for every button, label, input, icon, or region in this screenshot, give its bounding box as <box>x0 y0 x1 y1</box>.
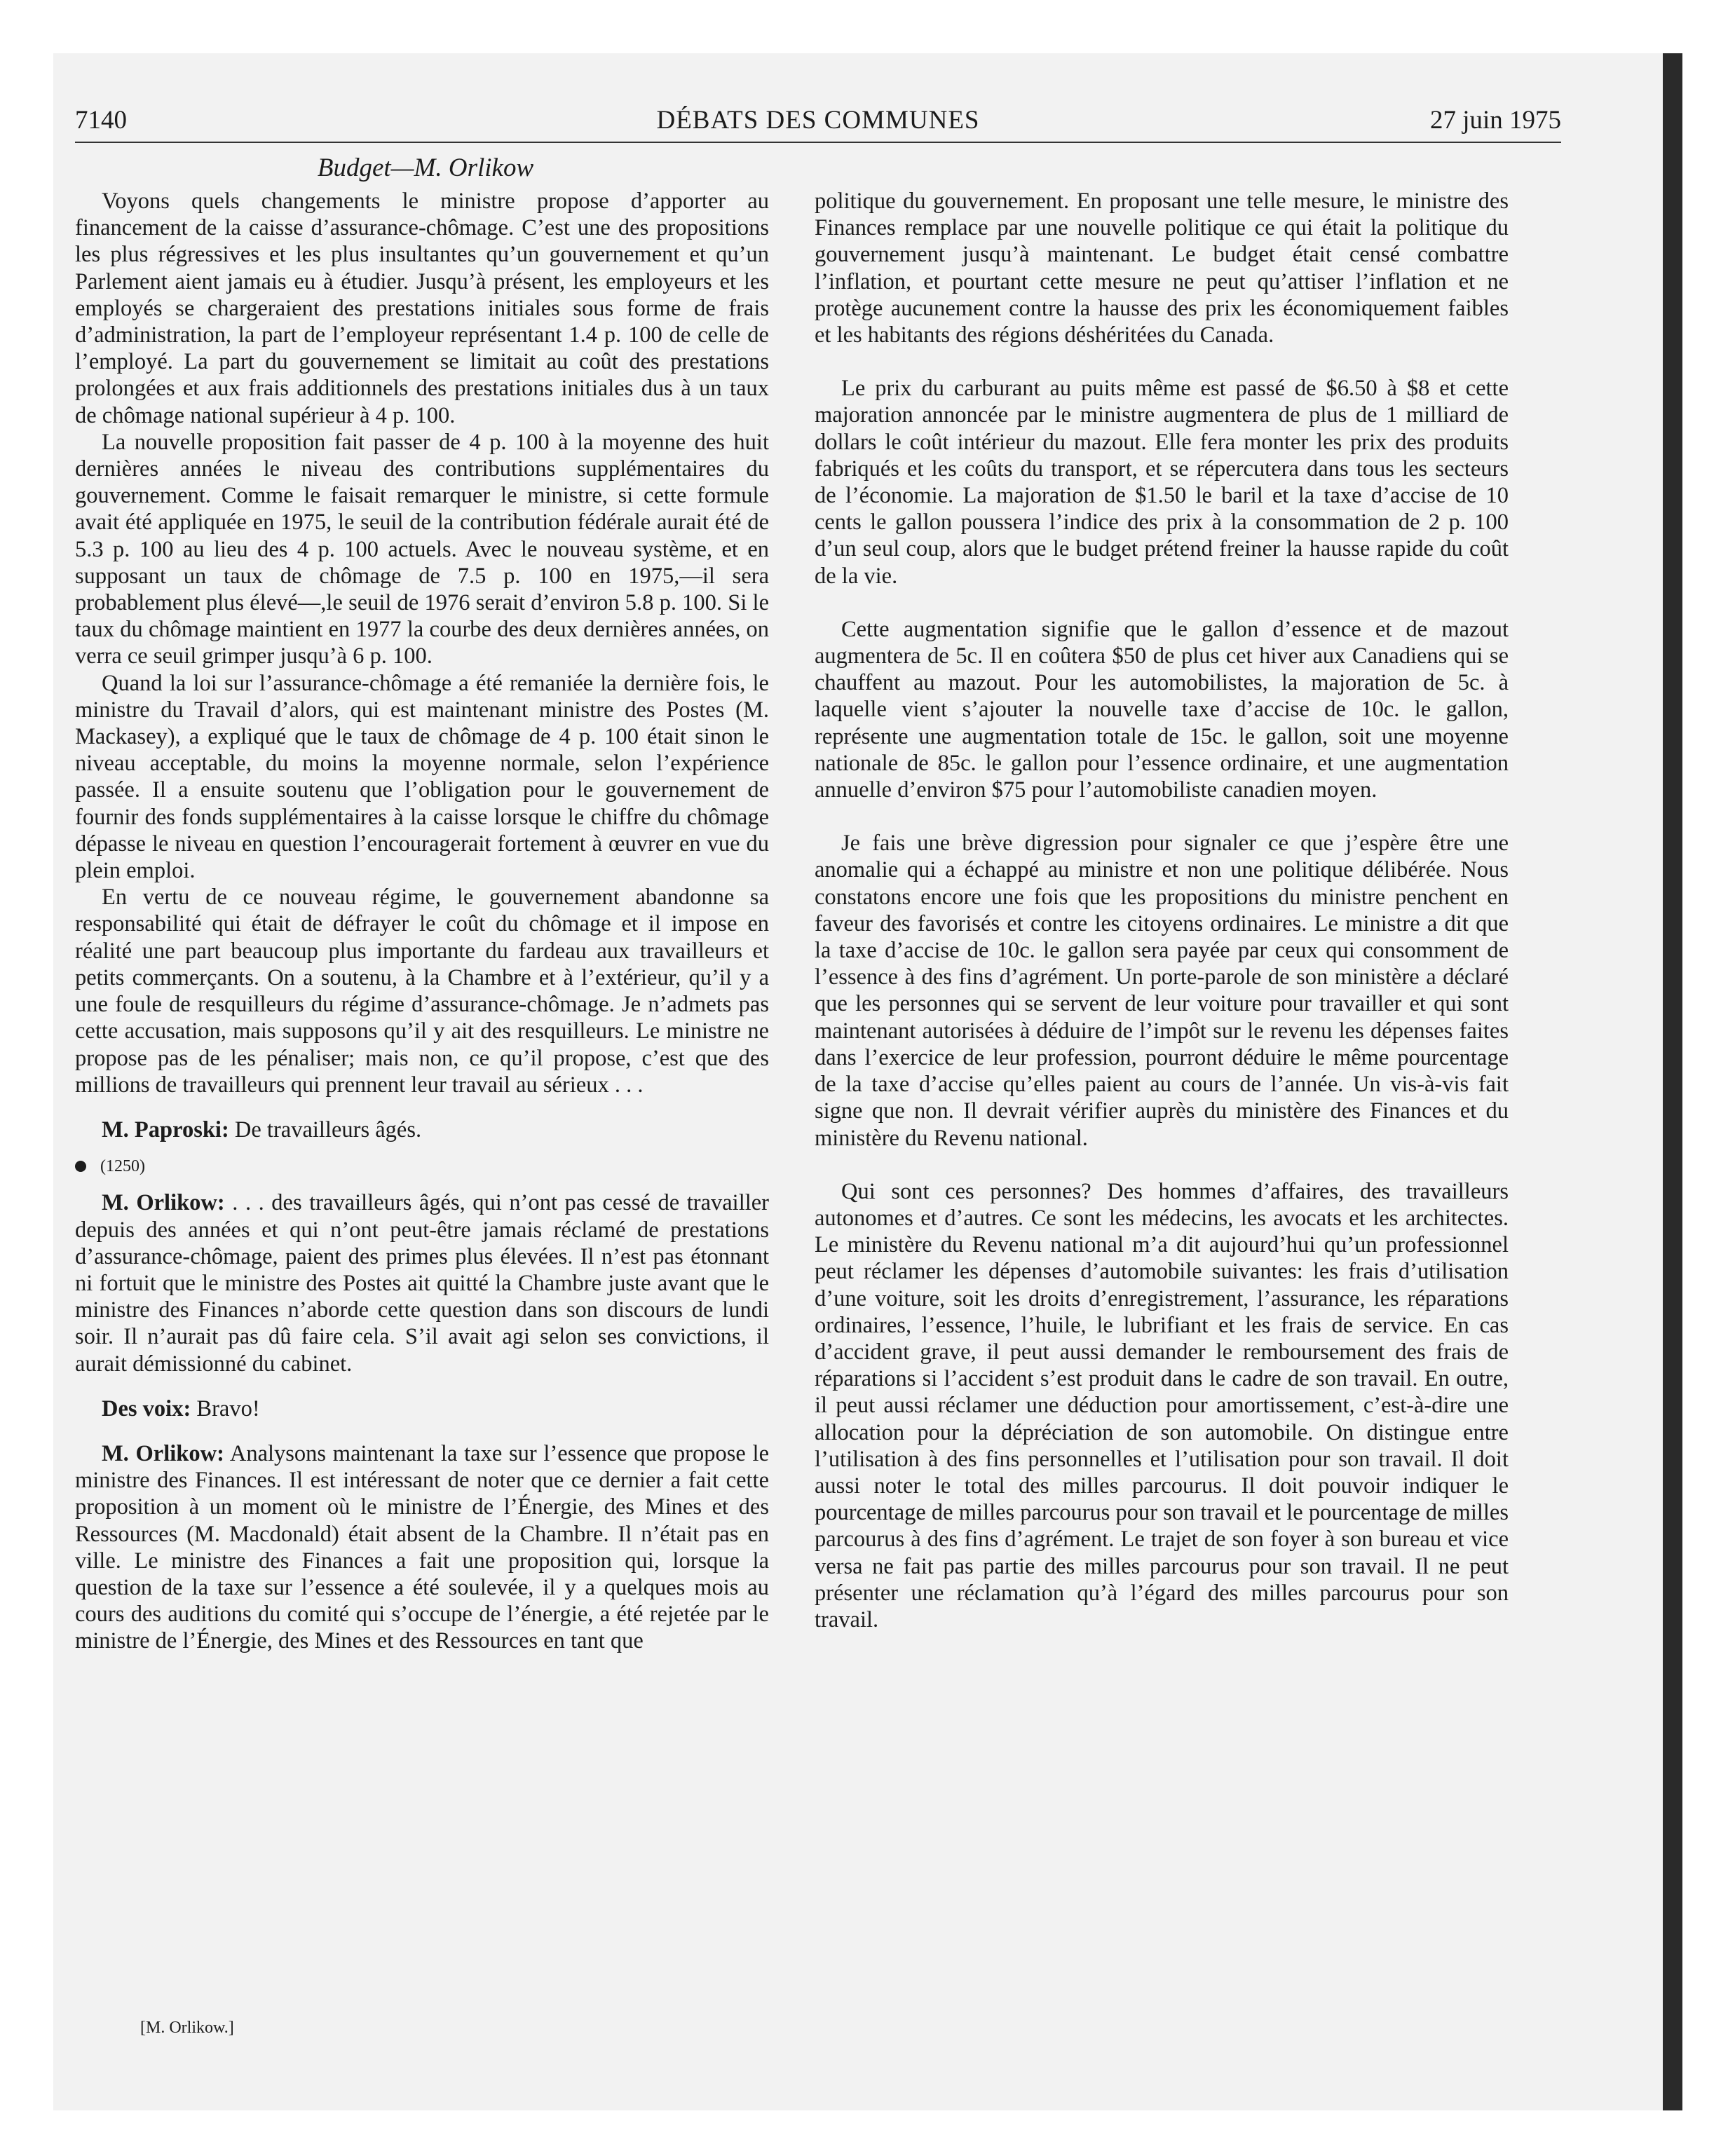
time-marker <box>75 1153 769 1180</box>
speech-text: . . . des travailleurs âgés, qui n’ont pas cessé de travailler depuis des années et qui n’ont peut-être jamais réclamé de prestations d’assurance-chômage, paient des primes plus élevées. Il n’est pas étonnant ni fortuit que le ministre des Postes ait quitté la Chambre juste avant que le ministre des Finances n’aborde cette question dans son discours de lundi soir. Il n’aurait pas dû faire cela. S’il avait agi selon ses convictions, il aurait démissionné du cabinet. <box>75 1190 769 1377</box>
speaker-name: M. Orlikow: <box>102 1190 225 1216</box>
page-number: 7140 <box>75 106 127 135</box>
paragraph: En vertu de ce nouveau régime, le gouvernement abandonne sa responsabilité qui était de défrayer le coût du chômage et il impose en réalité une part beaucoup plus importante du fardeau aux travailleurs et petits commerçants. On a soutenu, à la Chambre et à l’extérieur, qu’il y a une foule de resquilleurs du régime d’assurance-chômage. Je n’admets pas cette accusation, mais supposons qu’il y ait des resquilleurs. Le ministre ne propose pas de les pénaliser; mais non, ce qu’il propose, c’est que des millions de travailleurs qui prennent leur travail au sérieux . . . <box>75 885 769 1098</box>
paragraph: politique du gouvernement. En proposant une telle mesure, le ministre des Finances remplace par une nouvelle politique ce qui était la politique du gouvernement jusqu’à maintenant. Le budget était censé combattre l’inflation, et pourtant cette mesure ne peut qu’attiser l’inflation et ne protège aucunement contre la hausse des prix les économiquement faibles et les habitants des régions déshéritées du Canada. <box>815 189 1509 348</box>
paragraph: Qui sont ces personnes? Des hommes d’affaires, des travailleurs autonomes et d’autres. Ce sont les médecins, les avocats et les architectes. Le ministère du Revenu national m’a dit aujourd’hui qu’un professionnel peut réclamer les dépenses d’automobile suivantes: les frais d’utilisation d’une voiture, soit les droits d’enregistrement, l’assurance, les réparations ordinaires, l’essence, l’huile, le lubrifiant et les frais de service. En cas d’accident grave, il peut aussi demander le remboursement des frais de réparations si l’accident s’est produit dans le cadre de son travail. En outre, il peut aussi réclamer une déduction pour amortissement, c’est-à-dire une allocation pour la dépréciation de son automobile. On distingue entre l’utilisation à des fins personnelles et l’utilisation pour son travail. Il doit aussi noter le total des milles parcourus. Il doit pouvoir indiquer le pourcentage de milles parcourus pour son travail et le pourcentage de milles parcourus à des fins d’agrément. Le trajet de son foyer à son bureau et vice versa ne fait pas partie des milles parcourus pour son travail. Il ne peut présenter une réclamation qu’à l’égard des milles parcourus pour son travail. <box>815 1178 1509 1632</box>
continued-marker: [M. Orlikow.] <box>140 2019 234 2037</box>
scan-edge-strip <box>1663 53 1682 2110</box>
speech-paproski <box>75 1117 769 1143</box>
right-column <box>815 188 1509 1633</box>
paragraph: Le prix du carburant au puits même est passé de $6.50 à $8 et cette majoration annoncée par le ministre augmentera de plus de 1 milliard de dollars le coût intérieur du mazout. Elle fera monter les prix des produits fabriqués et les coûts du transport, et se répercutera dans tous les secteurs de l’économie. La majoration de $1.50 le baril et la taxe d’accise de 10 cents le gallon poussera l’indice des prix à la consommation de 2 p. 100 d’un seul coup, alors que le budget prétend freiner la hausse rapide du coût de la vie. <box>815 376 1509 589</box>
page-header <box>75 105 1561 143</box>
bullet-icon <box>75 1161 86 1172</box>
speaker-name: M. Paproski: <box>102 1117 229 1142</box>
paragraph: La nouvelle proposition fait passer de 4 p. 100 à la moyenne des huit dernières années le niveau des contributions supplémentaires du gouvernement. Comme le faisait remarquer le ministre, si cette formule avait été appliquée en 1975, le seuil de la contribution fédérale aurait été de 5.3 p. 100 au lieu des 4 p. 100 actuels. Avec le nouveau système, et en supposant un taux de chômage de 7.5 p. 100 en 1975,—il sera probablement plus élevé—,le seuil de 1976 serait d’environ 5.8 p. 100. Si le taux du chômage maintient en 1977 la courbe des deux dernières années, on verra ce seuil grimper jusqu’à 6 p. 100. <box>75 429 769 669</box>
speech-orlikow <box>75 1440 769 1655</box>
speaker-name: Des voix: <box>102 1396 191 1421</box>
running-title: Budget—M. Orlikow <box>317 153 534 182</box>
speech-text: De travailleurs âgés. <box>229 1117 422 1142</box>
paragraph: Quand la loi sur l’assurance-chômage a été remaniée la dernière fois, le ministre du Travail d’alors, qui est maintenant ministre des Postes (M. Mackasey), a expliqué que le taux de chômage de 4 p. 100 était sinon le niveau acceptable, du moins la moyenne normale, selon l’expérience passée. Il a ensuite soutenu que l’obligation pour le gouvernement de fournir des fonds supplémentaires à la caisse lorsque le chiffre du chômage dépasse le niveau en question l’encouragerait fortement à œuvrer en vue du plein emploi. <box>75 670 769 884</box>
time-marker-text: (1250) <box>100 1157 145 1176</box>
speech-orlikow <box>75 1189 769 1377</box>
speech-voices <box>75 1396 769 1422</box>
paragraph: Voyons quels changements le ministre propose d’apporter au financement de la caisse d’assurance-chômage. C’est une des propositions les plus régressives et les plus insultantes qu’un gouvernement et qu’un Parlement aient jamais eu à étudier. Jusqu’à présent, les employeurs et les employés se chargeraient des prestations initiales sous forme de frais d’administration, la part de l’employeur représentant 1.4 p. 100 de celle de l’employé. La part du gouvernement se limitait au coût des prestations prolongées et aux frais additionnels des prestations initiales dus à un taux de chômage national supérieur à 4 p. 100. <box>75 189 769 428</box>
issue-date: 27 juin 1975 <box>1429 106 1561 135</box>
speaker-name: M. Orlikow: <box>102 1440 224 1466</box>
left-column <box>75 188 769 1655</box>
speech-text: Analysons maintenant la taxe sur l’essence que propose le ministre des Finances. Il est intéressant de noter que ce dernier a fait cette proposition à un moment où le ministre de l’Énergie, des Mines et des Ressources (M. Macdonald) était absent de la Chambre. Il n’était pas en ville. Le ministre des Finances a fait une proposition qui, lorsque la question de la taxe sur l’essence a été soulevée, il y a quelques mois au cours des auditions du comité qui s’occupe de l’énergie, a été rejetée par le ministre de l’Énergie, des Mines et des Ressources en tant que <box>75 1440 770 1654</box>
journal-title: DÉBATS DES COMMUNES <box>656 106 980 135</box>
speech-text: Bravo! <box>191 1396 260 1421</box>
paragraph: Je fais une brève digression pour signaler ce que j’espère être une anomalie qui a échappé au ministre et non une politique délibérée. Nous constatons encore une fois que les propositions du ministre penchent en faveur des favorisés et contre les citoyens ordinaires. Le ministre a dit que la taxe d’accise de 10c. le gallon sera payée par ceux qui consomment de l’essence à des fins d’agrément. Un porte-parole de son ministère a déclaré que les personnes qui se servent de leur voiture pour travailler et qui sont maintenant autorisées à déduire de l’impôt sur le revenu les dépenses faites dans l’exercice de leur profession, pourront déduire le même pourcentage de la taxe d’accise qu’elles paient au cours de l’année. Un vis-à-vis fait signe que non. Il devrait vérifier auprès du ministère des Finances et du ministère du Revenu national. <box>815 831 1509 1151</box>
paragraph: Cette augmentation signifie que le gallon d’essence et de mazout augmentera de 5c. Il en coûtera $50 de plus cet hiver aux Canadiens qui se chauffent au mazout. Pour les automobilistes, la majoration de 5c. à laquelle vient s’ajouter la nouvelle taxe d’accise de 10c. le gallon, représente une augmentation totale de 15c. le gallon, soit une moyenne nationale de 85c. le gallon pour l’essence ordinaire, et une augmentation annuelle d’environ $75 pour l’automobiliste canadien moyen. <box>815 616 1509 803</box>
